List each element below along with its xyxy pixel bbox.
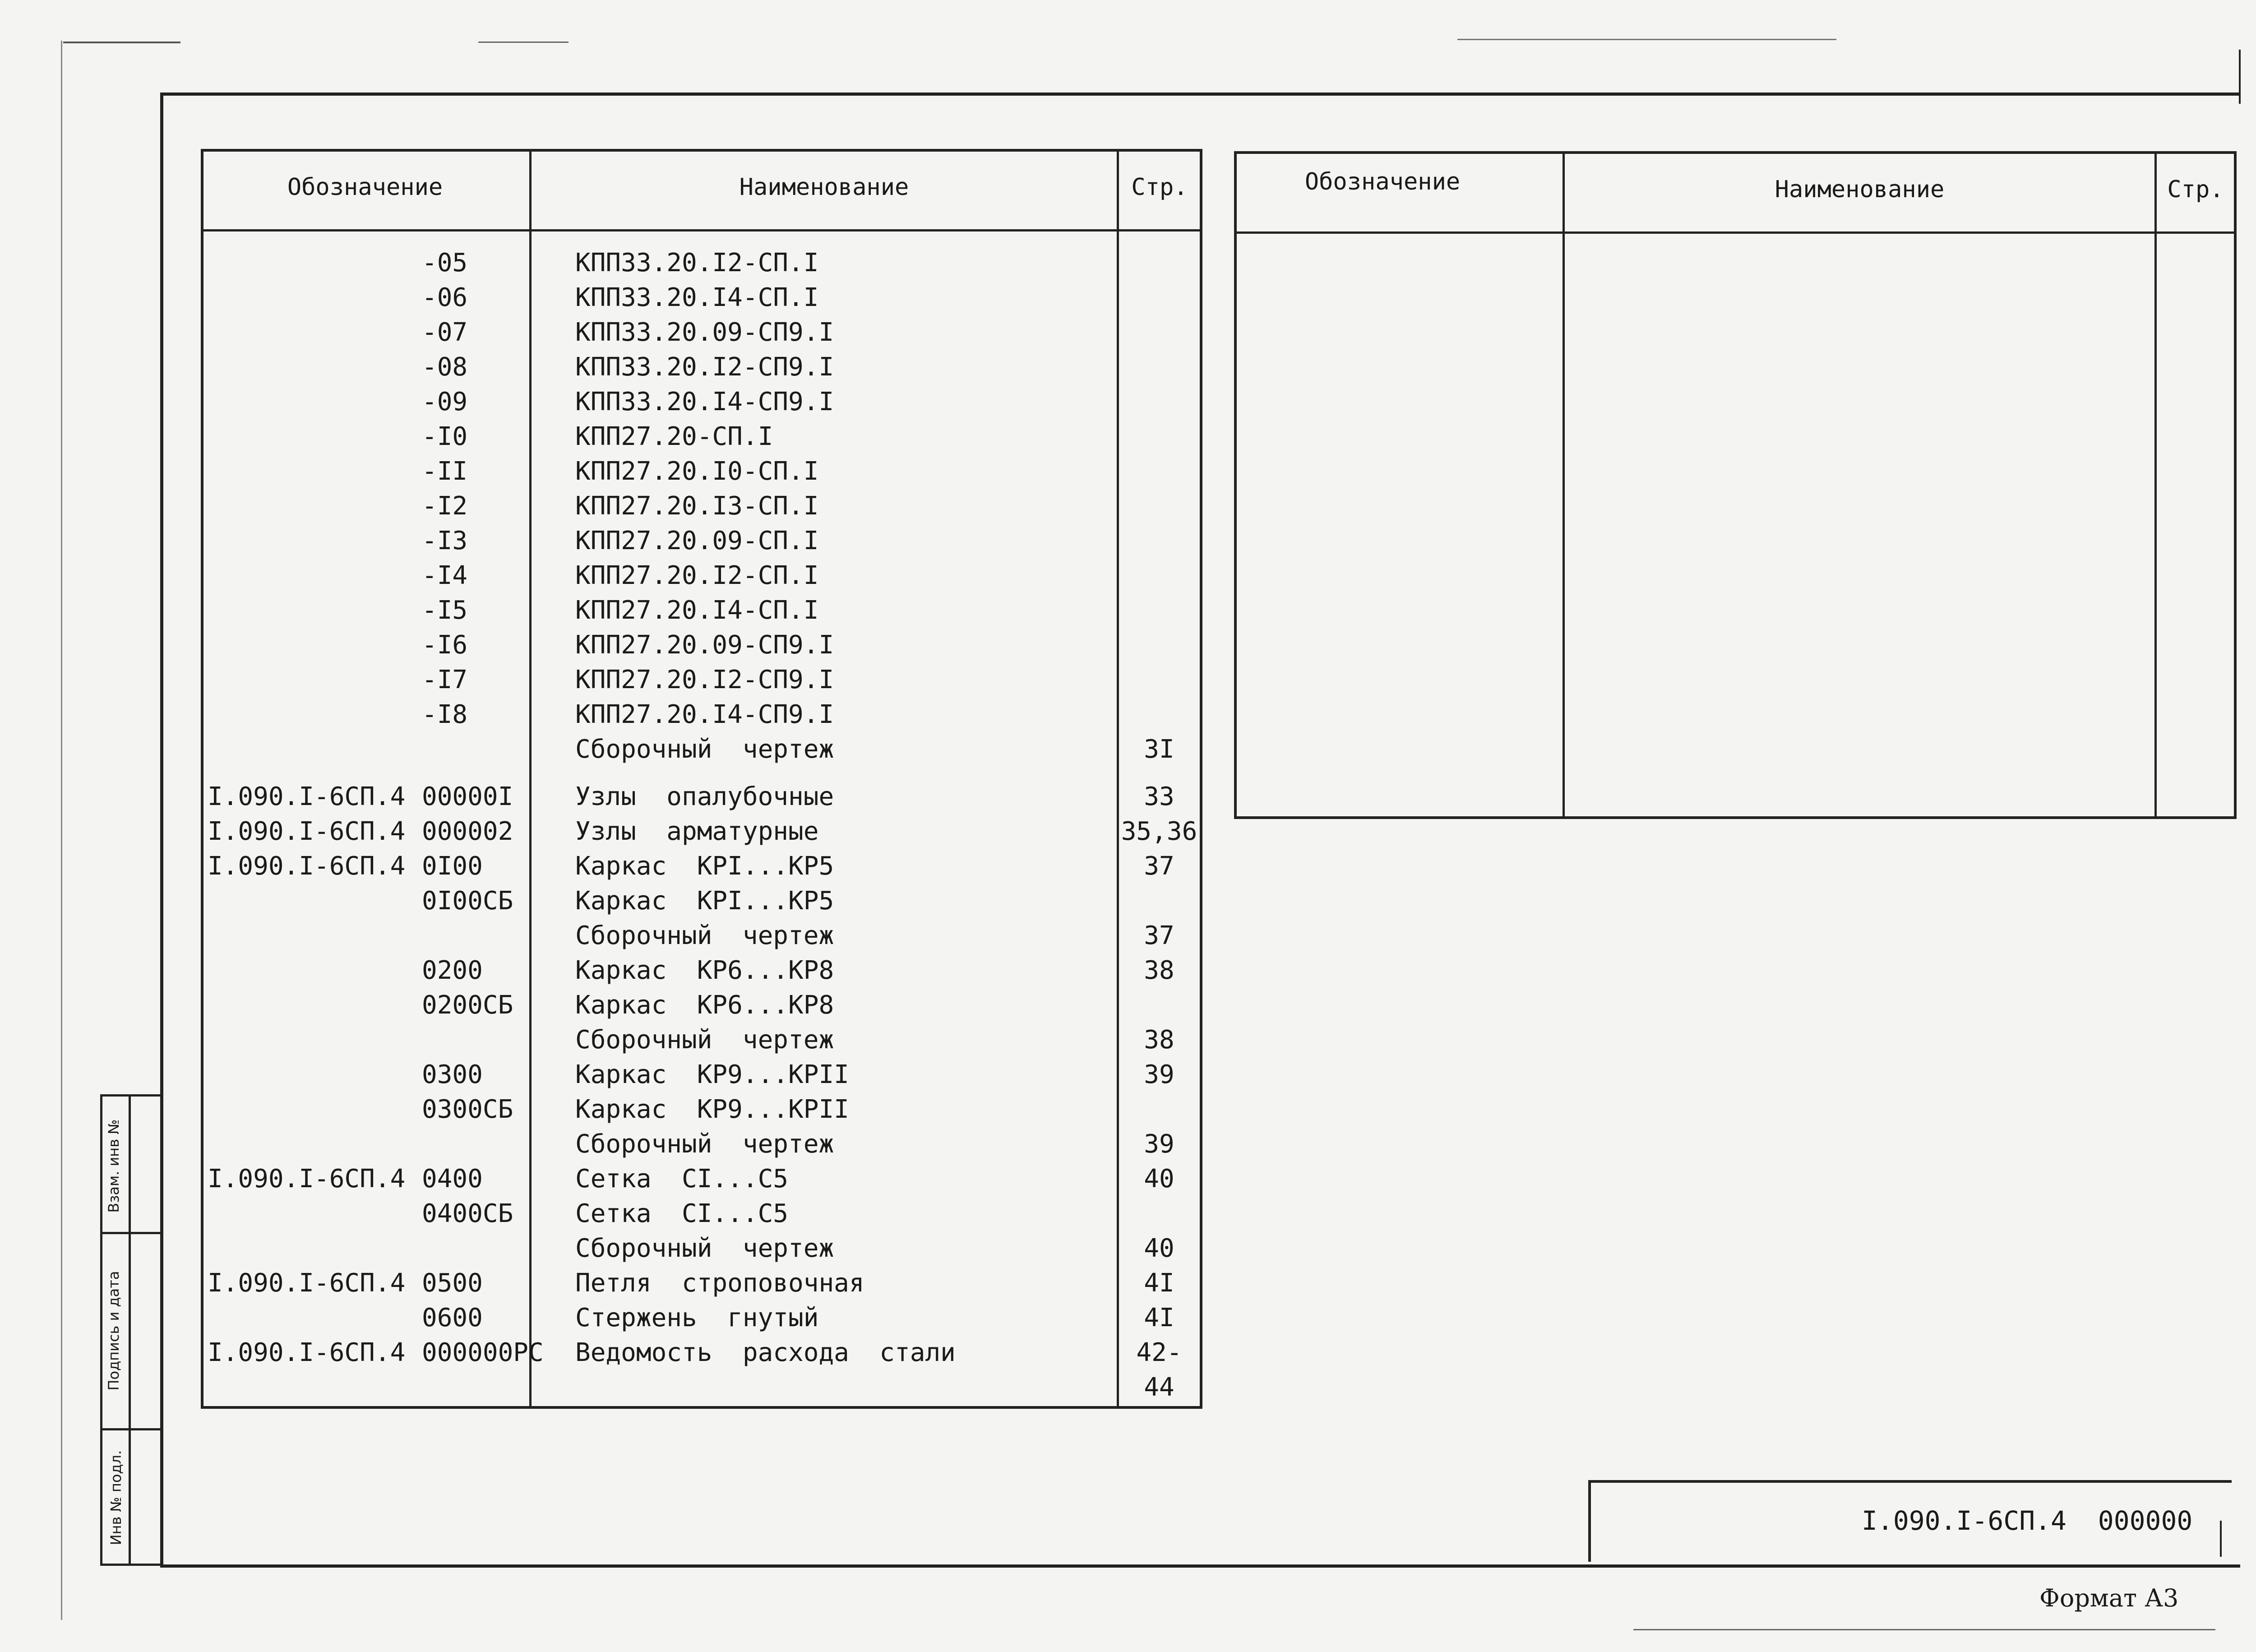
row-name: Сборочный чертеж	[575, 921, 834, 950]
table-row	[201, 350, 1202, 385]
row-name: Сборочный чертеж	[575, 735, 834, 764]
table-row	[201, 1092, 1202, 1127]
row-code: 0600	[422, 1303, 483, 1333]
row-page: 38	[1144, 1025, 1174, 1055]
scan-mark	[2239, 50, 2241, 104]
row-name: Каркас КРI...КР5	[575, 851, 834, 881]
table-row	[201, 1336, 1202, 1370]
table-row	[201, 385, 1202, 420]
left-header-designation: Обозначение	[287, 174, 443, 201]
right-table-border	[1234, 151, 2237, 819]
row-code: -05	[422, 248, 468, 278]
row-name: КПП33.20.I4-СП.I	[575, 283, 819, 312]
row-code: -08	[422, 352, 468, 382]
row-code: -I3	[422, 526, 468, 555]
table-row	[201, 1370, 1202, 1405]
left-table-header-rule	[201, 229, 1202, 231]
row-name: Сборочный чертеж	[575, 1025, 834, 1055]
row-code: 0400	[422, 1164, 483, 1194]
row-name: КПП27.20.I2-СП.I	[575, 561, 819, 590]
row-code: -09	[422, 387, 468, 416]
title-block	[1588, 1480, 2232, 1562]
row-name: Ведомость расхода стали	[575, 1338, 956, 1367]
row-code: -I0	[422, 422, 468, 451]
table-row	[201, 884, 1202, 919]
row-name: Стержень гнутый	[575, 1303, 819, 1333]
title-block-code: I.090.I-6СП.4 000000	[1862, 1505, 2193, 1536]
table-row	[201, 1197, 1202, 1231]
side-stamp-divider	[102, 1232, 162, 1234]
row-name: Каркас КР6...КР8	[575, 990, 834, 1020]
scan-mark	[63, 42, 180, 43]
table-row	[201, 1266, 1202, 1301]
row-code: -I8	[422, 700, 468, 729]
row-name: Сборочный чертеж	[575, 1129, 834, 1159]
row-page: 39	[1144, 1060, 1174, 1089]
table-row	[201, 1231, 1202, 1266]
row-page: 35,36	[1121, 817, 1197, 846]
row-name: КПП33.20.I2-СП9.I	[575, 352, 834, 382]
side-stamp	[100, 1094, 162, 1566]
scan-mark	[1457, 39, 1836, 40]
row-code: 0200	[422, 956, 483, 985]
row-code: -07	[422, 318, 468, 347]
stamp-label-original-inventory: Инв № подл.	[107, 1450, 125, 1546]
row-name: Сетка СI...С5	[575, 1199, 789, 1228]
table-row	[201, 988, 1202, 1023]
table-row	[201, 1023, 1202, 1058]
row-code: -I2	[422, 491, 468, 521]
row-page: 39	[1144, 1129, 1174, 1159]
table-row	[201, 420, 1202, 454]
title-block-tick	[2220, 1521, 2222, 1557]
row-name: КПП27.20.I4-СП.I	[575, 596, 819, 625]
row-name: Каркас КР6...КР8	[575, 956, 834, 985]
row-code: -I5	[422, 596, 468, 625]
table-row	[201, 593, 1202, 628]
table-row	[201, 1301, 1202, 1336]
row-prefix: I.090.I-6СП.4	[208, 1338, 406, 1367]
right-table-col-divider	[2154, 151, 2157, 819]
row-page: 37	[1144, 851, 1174, 881]
table-row	[201, 628, 1202, 663]
table-row	[201, 698, 1202, 732]
table-row	[201, 849, 1202, 884]
row-name: КПП27.20-СП.I	[575, 422, 773, 451]
row-name: КПП27.20.09-СП9.I	[575, 630, 834, 660]
right-table-col-divider	[1563, 151, 1565, 819]
row-name: КПП33.20.I4-СП9.I	[575, 387, 834, 416]
row-code: -I4	[422, 561, 468, 590]
row-name: КПП27.20.I2-СП9.I	[575, 665, 834, 694]
table-row	[201, 1127, 1202, 1162]
row-page: 37	[1144, 921, 1174, 950]
table-row	[201, 732, 1202, 767]
row-code: -II	[422, 457, 468, 486]
scan-mark	[61, 41, 62, 1620]
row-code: 0300СБ	[422, 1095, 513, 1124]
row-code: 00000I	[422, 782, 513, 811]
left-header-name: Наименование	[739, 174, 909, 201]
row-name: КПП27.20.I3-СП.I	[575, 491, 819, 521]
row-code: 0I00	[422, 851, 483, 881]
row-name: КПП27.20.I0-СП.I	[575, 457, 819, 486]
scan-mark	[478, 42, 569, 43]
table-row	[201, 663, 1202, 698]
row-page: 42-	[1136, 1338, 1182, 1367]
row-name: Сетка СI...С5	[575, 1164, 789, 1194]
table-row	[201, 919, 1202, 953]
table-row	[201, 559, 1202, 593]
row-page: 44	[1144, 1373, 1174, 1402]
row-prefix: I.090.I-6СП.4	[208, 817, 406, 846]
row-page: 4I	[1144, 1303, 1174, 1333]
row-name: Петля строповочная	[575, 1268, 864, 1298]
format-caption: Формат А3	[2039, 1584, 2179, 1612]
row-page: 40	[1144, 1164, 1174, 1194]
table-row	[201, 780, 1202, 814]
table-row	[201, 315, 1202, 350]
right-table	[1234, 151, 2237, 819]
row-name: КПП27.20.I4-СП9.I	[575, 700, 834, 729]
side-stamp-divider	[129, 1097, 131, 1564]
row-name: Каркас КР9...КРII	[575, 1095, 849, 1124]
row-code: 0500	[422, 1268, 483, 1298]
table-row	[201, 281, 1202, 315]
row-prefix: I.090.I-6СП.4	[208, 851, 406, 881]
row-code: 000002	[422, 817, 513, 846]
row-code: -06	[422, 283, 468, 312]
stamp-label-replacement-inventory: Взам. инв №	[105, 1119, 122, 1213]
row-code: 0400СБ	[422, 1199, 513, 1228]
row-page: 33	[1144, 782, 1174, 811]
table-row	[201, 814, 1202, 849]
row-page: 40	[1144, 1234, 1174, 1263]
left-header-page: Стр.	[1131, 174, 1188, 201]
row-name: Сборочный чертеж	[575, 1234, 834, 1263]
row-name: КПП33.20.I2-СП.I	[575, 248, 819, 278]
row-name: Каркас КРI...КР5	[575, 886, 834, 916]
table-row	[201, 953, 1202, 988]
row-name: Узлы опалубочные	[575, 782, 834, 811]
row-name: КПП27.20.09-СП.I	[575, 526, 819, 555]
row-name: КПП33.20.09-СП9.I	[575, 318, 834, 347]
table-row	[201, 454, 1202, 489]
right-header-page: Стр.	[2167, 176, 2224, 203]
side-stamp-divider	[102, 1428, 162, 1430]
row-page: 4I	[1144, 1268, 1174, 1298]
table-row	[201, 246, 1202, 281]
right-header-designation: Обозначение	[1304, 168, 1461, 195]
row-page: 38	[1144, 956, 1174, 985]
stamp-label-signature-date: Подпись и дата	[105, 1271, 122, 1391]
row-code: 0300	[422, 1060, 483, 1089]
right-header-name: Наименование	[1775, 176, 1945, 203]
row-name: Узлы арматурные	[575, 817, 819, 846]
row-page: 3I	[1144, 735, 1174, 764]
row-code: 0200СБ	[422, 990, 513, 1020]
row-code: -I6	[422, 630, 468, 660]
row-code: -I7	[422, 665, 468, 694]
row-code: 0I00СБ	[422, 886, 513, 916]
row-prefix: I.090.I-6СП.4	[208, 1164, 406, 1194]
row-prefix: I.090.I-6СП.4	[208, 1268, 406, 1298]
row-name: Каркас КР9...КРII	[575, 1060, 849, 1089]
table-row	[201, 1162, 1202, 1197]
table-row	[201, 1058, 1202, 1092]
table-row	[201, 524, 1202, 559]
table-row	[201, 489, 1202, 524]
row-code: 000000РС	[422, 1338, 544, 1367]
left-table	[201, 149, 1202, 1408]
row-prefix: I.090.I-6СП.4	[208, 782, 406, 811]
right-table-header-rule	[1234, 231, 2237, 234]
scan-mark	[1633, 1629, 2215, 1630]
